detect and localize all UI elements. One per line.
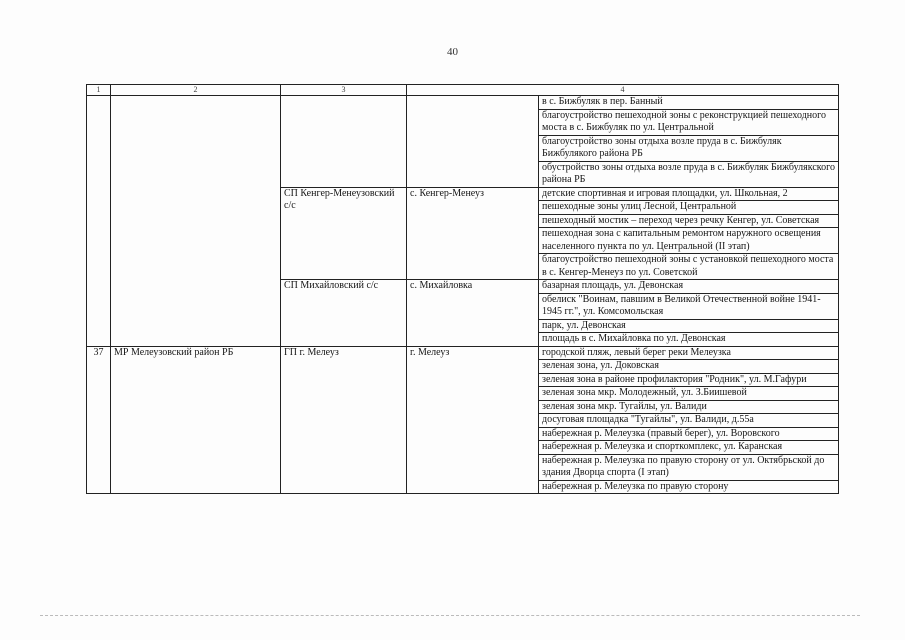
object-item: набережная р. Мелеузка по правую сторону bbox=[539, 480, 839, 494]
object-item: досуговая площадка "Тугайлы", ул. Валиди, д.55а bbox=[539, 414, 839, 428]
object-item: парк, ул. Девонская bbox=[539, 319, 839, 333]
object-item: пешеходный мостик – переход через речку Кенгер, ул. Советская bbox=[539, 214, 839, 228]
settlement-empty bbox=[281, 96, 407, 188]
district-empty bbox=[111, 96, 281, 347]
object-item: пешеходные зоны улиц Лесной, Центральной bbox=[539, 201, 839, 215]
object-item: детские спортивная и игровая площадки, ул. Школьная, 2 bbox=[539, 187, 839, 201]
district-cell: МР Мелеузовский район РБ bbox=[111, 346, 281, 494]
locality-cell: г. Мелеуз bbox=[407, 346, 539, 494]
page-number: 40 bbox=[447, 46, 458, 58]
object-item: благоустройство пешеходной зоны с установкой пешеходного моста в с. Кенгер-Менеуз по ул. Советской bbox=[539, 254, 839, 280]
settlement-cell: ГП г. Мелеуз bbox=[281, 346, 407, 494]
object-item: набережная р. Мелеузка и спорткомплекс, ул. Каранская bbox=[539, 441, 839, 455]
object-item: в с. Бижбуляк в пер. Банный bbox=[539, 96, 839, 110]
row-number-empty bbox=[87, 96, 111, 347]
table-row bbox=[87, 96, 839, 110]
object-item: обелиск "Воинам, павшим в Великой Отечественной войне 1941-1945 гг.", ул. Комсомольская bbox=[539, 293, 839, 319]
locality-cell: с. Михайловка bbox=[407, 280, 539, 347]
objects-table bbox=[86, 84, 839, 494]
object-item: зеленая зона мкр. Тугайлы, ул. Валиди bbox=[539, 400, 839, 414]
object-item: зеленая зона, ул. Доковская bbox=[539, 360, 839, 374]
settlement-cell: СП Кенгер-Менеузовский с/с bbox=[281, 187, 407, 280]
locality-cell: с. Кенгер-Менеуз bbox=[407, 187, 539, 280]
object-item: набережная р. Мелеузка по правую сторону от ул. Октябрьской до здания Дворца спорта (I этап) bbox=[539, 454, 839, 480]
object-item: площадь в с. Михайловка по ул. Девонская bbox=[539, 333, 839, 347]
object-item: благоустройство зоны отдыха возле пруда в с. Бижбуляк Бижбулякого района РБ bbox=[539, 135, 839, 161]
col-header-4: 4 bbox=[407, 85, 839, 96]
col-header-1: 1 bbox=[87, 85, 111, 96]
object-item: базарная площадь, ул. Девонская bbox=[539, 280, 839, 294]
col-header-3: 3 bbox=[281, 85, 407, 96]
object-item: благоустройство пешеходной зоны с реконструкцией пешеходного моста в с. Бижбуляк по ул. Центральной bbox=[539, 109, 839, 135]
object-item: пешеходная зона с капитальным ремонтом наружного освещения населенного пункта по ул. Центральной (II этап) bbox=[539, 228, 839, 254]
header-row bbox=[87, 85, 839, 96]
page-bottom-divider bbox=[40, 615, 860, 616]
object-item: зеленая зона в районе профилактория "Родник", ул. М.Гафури bbox=[539, 373, 839, 387]
object-item: набережная р. Мелеузка (правый берег), ул. Воровского bbox=[539, 427, 839, 441]
object-item: зеленая зона мкр. Молодежный, ул. З.Биишевой bbox=[539, 387, 839, 401]
object-item: городской пляж, левый берег реки Мелеузка bbox=[539, 346, 839, 360]
table-row bbox=[87, 346, 839, 360]
col-header-2: 2 bbox=[111, 85, 281, 96]
locality-empty bbox=[407, 96, 539, 188]
object-item: обустройство зоны отдыха возле пруда в с. Бижбуляк Бижбулякского района РБ bbox=[539, 161, 839, 187]
row-number: 37 bbox=[87, 346, 111, 494]
settlement-cell: СП Михайловский с/с bbox=[281, 280, 407, 347]
